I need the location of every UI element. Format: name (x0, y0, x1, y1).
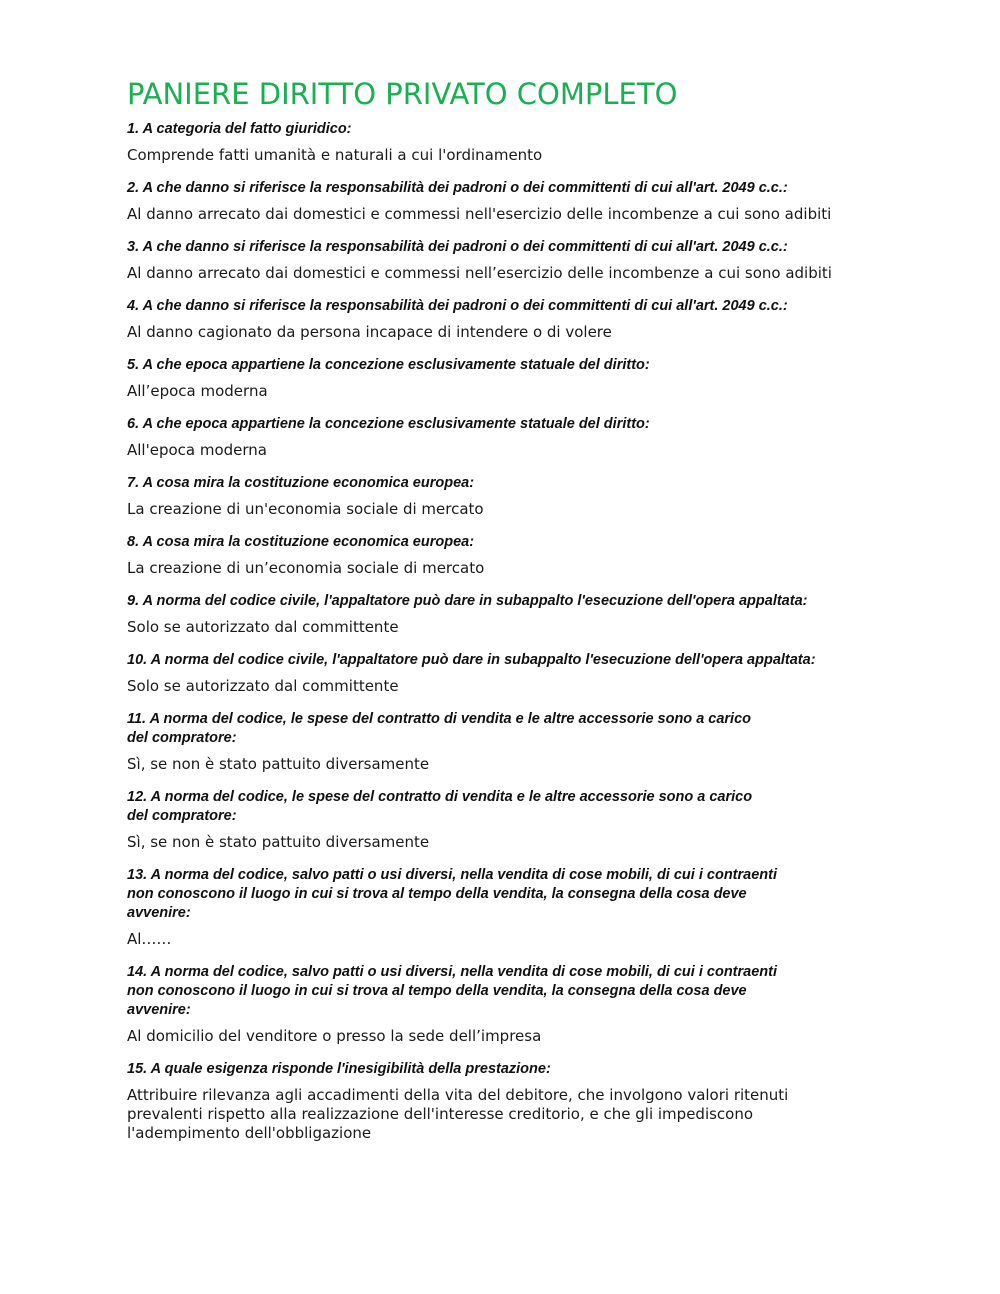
question-text: 6. A che epoca appartiene la concezione esclusivamente statuale del diritto: (127, 416, 650, 432)
question-text: 2. A che danno si riferisce la responsabilità dei padroni o dei committenti di cui all'art. 2049 c.c.: (127, 180, 788, 196)
question-text: 5. A che epoca appartiene la concezione esclusivamente statuale del diritto: (127, 357, 650, 373)
qa-item (127, 120, 887, 165)
answer-text: All'epoca moderna (127, 441, 267, 459)
question-text: 10. A norma del codice civile, l'appaltatore può dare in subappalto l'esecuzione dell'opera appaltata: (127, 652, 816, 668)
answer-text: Al danno arrecato dai domestici e commessi nell’esercizio delle incombenze a cui sono adibiti (127, 264, 832, 282)
page-title: PANIERE DIRITTO PRIVATO COMPLETO (127, 77, 678, 111)
qa-item (127, 592, 887, 637)
answer-text: Al domicilio del venditore o presso la sede dell’impresa (127, 1027, 542, 1045)
answer-text: La creazione di un'economia sociale di mercato (127, 500, 484, 518)
question-text: 14. A norma del codice, salvo patti o usi diversi, nella vendita di cose mobili, di cui i contraenti non conoscono il luogo in cui si trova al tempo della vendita, la consegna della cosa deve avvenire: (127, 964, 777, 1018)
answer-text: Al…… (127, 930, 172, 948)
question-text: 12. A norma del codice, le spese del contratto di vendita e le altre accessorie sono a carico del compratore: (127, 789, 753, 824)
answer-text: Al danno arrecato dai domestici e commessi nell'esercizio delle incombenze a cui sono adibiti (127, 205, 832, 223)
question-text: 9. A norma del codice civile, l'appaltatore può dare in subappalto l'esecuzione dell'opera appaltata: (127, 593, 808, 609)
question-text: 4. A che danno si riferisce la responsabilità dei padroni o dei committenti di cui all'art. 2049 c.c.: (127, 298, 788, 314)
answer-text: Solo se autorizzato dal committente (127, 677, 399, 695)
qa-item (127, 238, 887, 283)
answer-text: Al danno cagionato da persona incapace di intendere o di volere (127, 323, 612, 341)
qa-list (127, 120, 887, 1143)
answer-text: Sì, se non è stato pattuito diversamente (127, 755, 430, 773)
question-text: 8. A cosa mira la costituzione economica europea: (127, 534, 475, 550)
qa-item (127, 356, 887, 401)
qa-item (127, 963, 887, 1046)
qa-item (127, 788, 887, 852)
answer-text: Attribuire rilevanza agli accadimenti della vita del debitore, che involgono valori ritenuti prevalenti rispetto alla realizzazione dell'interesse creditorio, e che gli impediscono l'adempimento dell'obbligazione (127, 1086, 789, 1142)
qa-item (127, 1060, 887, 1143)
qa-item (127, 474, 887, 519)
question-text: 15. A quale esigenza risponde l'inesigibilità della prestazione: (127, 1061, 551, 1077)
qa-item (127, 533, 887, 578)
qa-item (127, 179, 887, 224)
question-text: 3. A che danno si riferisce la responsabilità dei padroni o dei committenti di cui all'art. 2049 c.c.: (127, 239, 788, 255)
answer-text: Sì, se non è stato pattuito diversamente (127, 833, 430, 851)
answer-text: La creazione di un’economia sociale di mercato (127, 559, 485, 577)
question-text: 1. A categoria del fatto giuridico: (127, 121, 352, 137)
question-text: 11. A norma del codice, le spese del contratto di vendita e le altre accessorie sono a carico del compratore: (127, 711, 752, 746)
qa-item (127, 297, 887, 342)
qa-item (127, 415, 887, 460)
document-page (127, 76, 887, 1157)
answer-text: Comprende fatti umanità e naturali a cui l'ordinamento (127, 146, 543, 164)
question-text: 7. A cosa mira la costituzione economica europea: (127, 475, 475, 491)
qa-item (127, 651, 887, 696)
answer-text: All’epoca moderna (127, 382, 268, 400)
qa-item (127, 710, 887, 774)
qa-item (127, 866, 887, 949)
answer-text: Solo se autorizzato dal committente (127, 618, 399, 636)
question-text: 13. A norma del codice, salvo patti o usi diversi, nella vendita di cose mobili, di cui i contraenti non conoscono il luogo in cui si trova al tempo della vendita, la consegna della cosa deve avvenire: (127, 867, 777, 921)
